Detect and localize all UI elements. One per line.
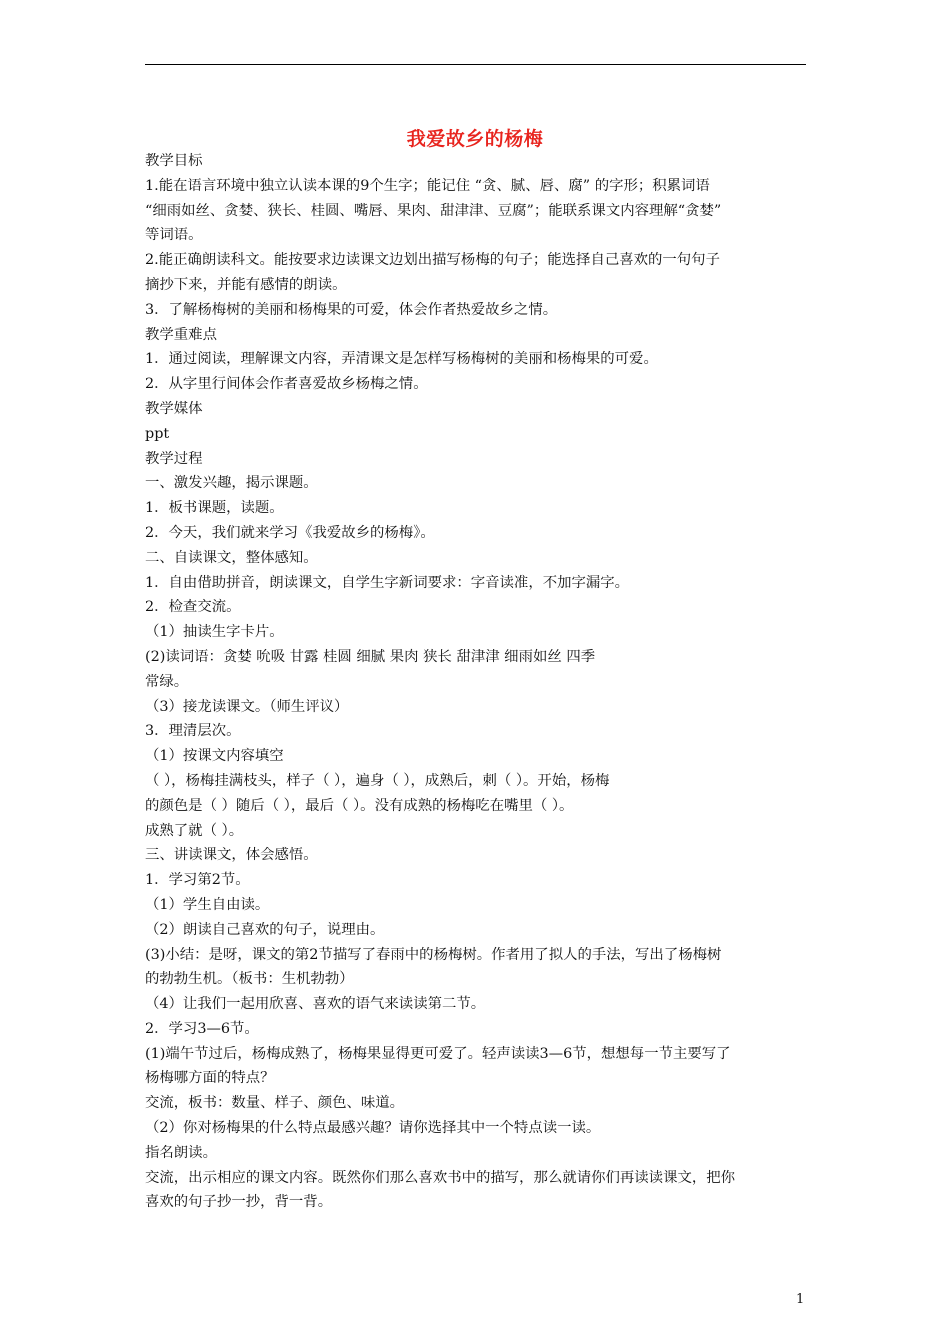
body-line: 喜欢的句子抄一抄，背一背。	[145, 1194, 333, 1211]
document-title: 我爱故乡的杨梅	[406, 128, 544, 150]
heading-media: 教学媒体	[145, 400, 203, 417]
body-line: 1.能在语言环境中独立认读本课的9个生字；能记住 “贪、腻、唇、腐” 的字形；积累词语	[145, 177, 710, 194]
body-line: (1)端午节过后，杨梅成熟了，杨梅果显得更可爱了。轻声读读3—6节，想想每一节主要写了	[145, 1045, 731, 1062]
body-line: “细雨如丝、贪婪、狭长、桂圆、嘴唇、果肉、甜津津、豆腐”；能联系课文内容理解“贪婪”	[145, 202, 722, 219]
body-line: 等词语。	[145, 227, 203, 244]
body-line: 3．了解杨梅树的美丽和杨梅果的可爱，体会作者热爱故乡之情。	[145, 301, 558, 318]
body-line: （2）你对杨梅果的什么特点最感兴趣？请你选择其中一个特点读一读。	[145, 1120, 601, 1137]
fill-blank-line: （ ），杨梅挂满枝头，样子（ ），遍身（ ），成熟后，刺（ ）。开始，杨梅	[145, 772, 610, 789]
body-line: (2)读词语：贪婪 吮吸 甘露 桂圆 细腻 果肉 狭长 甜津津 细雨如丝 四季	[145, 648, 596, 665]
body-line: 指名朗读。	[145, 1144, 217, 1161]
body-line: （1）学生自由读。	[145, 896, 270, 913]
body-line: （1）按课文内容填空	[145, 748, 284, 765]
header-rule	[145, 64, 806, 65]
document-body	[145, 149, 809, 1215]
body-line: (3)小结：是呀，课文的第2节描写了春雨中的杨梅树。作者用了拟人的手法，写出了杨梅树	[145, 946, 722, 963]
body-line: 2．从字里行间体会作者喜爱故乡杨梅之情。	[145, 376, 428, 393]
body-line: 交流，板书：数量、样子、颜色、味道。	[145, 1095, 405, 1112]
section-heading: 三、讲读课文，体会感悟。	[145, 847, 318, 864]
page-number: 1	[796, 1292, 805, 1307]
heading-process: 教学过程	[145, 450, 203, 467]
body-line: 1．板书课题，读题。	[145, 500, 284, 517]
body-line: 交流，出示相应的课文内容。既然你们那么喜欢书中的描写，那么就请你们再读读课文，把你	[145, 1169, 736, 1186]
body-line: 的勃勃生机。（板书：生机勃勃）	[145, 971, 354, 988]
body-line: 1．自由借助拼音，朗读课文，自学生字新词要求：字音读准，不加字漏字。	[145, 574, 630, 591]
body-line: （3）接龙读课文。（师生评议）	[145, 698, 349, 715]
body-line: （2）朗读自己喜欢的句子，说理由。	[145, 921, 385, 938]
body-line: （4）让我们一起用欣喜、喜欢的语气来读读第二节。	[145, 996, 486, 1013]
body-line: 2．检查交流。	[145, 599, 241, 616]
body-line: 常绿。	[145, 673, 189, 690]
fill-blank-line: 成熟了就（ ）。	[145, 822, 244, 839]
body-line: 摘抄下来，并能有感情的朗读。	[145, 276, 347, 293]
section-heading: 二、自读课文，整体感知。	[145, 549, 318, 566]
body-line: ppt	[145, 425, 170, 442]
heading-objectives: 教学目标	[145, 153, 203, 169]
fill-blank-line: 的颜色是（ ）随后（ ），最后（ ）。没有成熟的杨梅吃在嘴里（ ）。	[145, 797, 574, 814]
body-line: 2．学习3—6节。	[145, 1020, 259, 1037]
body-line: 2.能正确朗读科文。能按要求边读课文边划出描写杨梅的句子；能选择自己喜欢的一句句子	[145, 252, 720, 269]
body-line: 2．今天，我们就来学习《我爱故乡的杨梅》。	[145, 524, 435, 541]
body-line: 1．通过阅读，理解课文内容，弄清课文是怎样写杨梅树的美丽和杨梅果的可爱。	[145, 351, 658, 368]
body-line: 3．理清层次。	[145, 723, 241, 740]
body-line: 1．学习第2节。	[145, 872, 250, 889]
body-line: （1）抽读生字卡片。	[145, 624, 284, 641]
section-heading: 一、激发兴趣，揭示课题。	[145, 475, 318, 492]
body-line: 杨梅哪方面的特点？	[145, 1070, 275, 1087]
heading-key-points: 教学重难点	[145, 326, 217, 343]
